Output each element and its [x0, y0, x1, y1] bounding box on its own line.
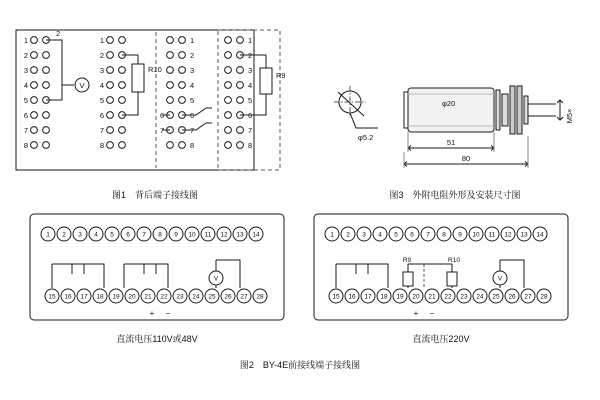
fig3-dim-51: 51	[446, 138, 456, 147]
fig1-column-2-numbers	[100, 36, 104, 150]
fig1-r9-label: R9	[276, 71, 286, 80]
svg-text:−: −	[429, 309, 435, 318]
figure-3-caption: 图3 外附电阻外形及安装尺寸图	[389, 190, 521, 200]
svg-text:1: 1	[23, 36, 28, 45]
svg-text:3: 3	[99, 66, 104, 75]
svg-text:4: 4	[248, 81, 253, 90]
figure-2-panel-right	[312, 212, 570, 322]
svg-text:26: 26	[224, 293, 232, 301]
svg-text:12: 12	[220, 231, 228, 239]
svg-text:14: 14	[536, 231, 544, 239]
svg-text:8: 8	[99, 141, 104, 150]
svg-text:7: 7	[426, 231, 430, 239]
svg-text:8: 8	[23, 141, 28, 150]
svg-text:18: 18	[96, 293, 104, 301]
svg-text:10: 10	[472, 231, 480, 239]
svg-text:2: 2	[62, 231, 66, 239]
svg-text:3: 3	[190, 66, 195, 75]
svg-text:7: 7	[248, 126, 253, 135]
svg-text:6: 6	[99, 111, 104, 120]
svg-text:16: 16	[64, 293, 72, 301]
fig1-r9	[240, 55, 272, 115]
figure-1-caption: 图1 背后端子接线图	[111, 190, 198, 200]
svg-text:28: 28	[256, 293, 264, 301]
svg-text:1: 1	[46, 231, 50, 239]
fig1-v-label: V	[79, 81, 85, 90]
svg-text:19: 19	[112, 293, 120, 301]
svg-text:6: 6	[126, 231, 130, 239]
svg-text:3: 3	[78, 231, 82, 239]
svg-text:1: 1	[330, 231, 334, 239]
svg-text:6: 6	[190, 111, 195, 120]
figure-2-panel-left	[28, 212, 286, 322]
svg-text:5: 5	[110, 231, 114, 239]
svg-text:4: 4	[378, 231, 382, 239]
panel-right-bottom-terminals	[329, 289, 551, 303]
svg-text:11: 11	[204, 231, 212, 239]
fig3-body	[408, 88, 494, 132]
panel-left-bottom-terminals	[45, 289, 267, 303]
panel-right-caption: 直流电压220V	[412, 334, 470, 344]
fig1-column-4	[225, 37, 244, 149]
svg-text:5: 5	[99, 96, 104, 105]
svg-text:19: 19	[396, 293, 404, 301]
svg-text:22: 22	[444, 293, 452, 301]
panel-right-polarity	[414, 309, 435, 318]
svg-text:4: 4	[94, 231, 98, 239]
svg-text:27: 27	[524, 293, 532, 301]
svg-text:8: 8	[190, 141, 195, 150]
fig3-dim-80: 80	[461, 154, 471, 163]
svg-text:28: 28	[540, 293, 548, 301]
svg-text:17: 17	[80, 293, 88, 301]
svg-text:6: 6	[410, 231, 414, 239]
svg-text:4: 4	[99, 81, 104, 90]
svg-text:15: 15	[48, 293, 56, 301]
svg-text:24: 24	[192, 293, 200, 301]
panel-left-wiring	[52, 260, 240, 288]
fig1-column-1-numbers	[24, 36, 28, 150]
svg-text:12: 12	[504, 231, 512, 239]
svg-text:26: 26	[508, 293, 516, 301]
fig1-column-2	[107, 37, 126, 149]
panel-right-wiring	[336, 260, 524, 288]
panel-right-v-label: V	[497, 275, 503, 283]
panel-left-caption: 直流电压110V或48V	[116, 334, 198, 344]
svg-text:27: 27	[240, 293, 248, 301]
svg-text:1: 1	[99, 36, 104, 45]
svg-text:21: 21	[144, 293, 152, 301]
svg-text:9: 9	[458, 231, 462, 239]
svg-text:2: 2	[248, 51, 253, 60]
svg-text:5: 5	[394, 231, 398, 239]
svg-text:25: 25	[492, 293, 500, 301]
svg-text:5: 5	[190, 96, 195, 105]
svg-text:3: 3	[23, 66, 28, 75]
svg-text:25: 25	[208, 293, 216, 301]
svg-text:2: 2	[23, 51, 28, 60]
svg-text:23: 23	[176, 293, 184, 301]
svg-text:3: 3	[248, 66, 253, 75]
svg-text:7: 7	[142, 231, 146, 239]
svg-text:16: 16	[348, 293, 356, 301]
fig1-col1-top-label: 2	[56, 29, 61, 38]
panel-right-top-terminals	[325, 227, 547, 241]
svg-text:13: 13	[520, 231, 528, 239]
svg-text:7: 7	[99, 126, 104, 135]
fig3-dim-m5: M5×	[565, 108, 574, 124]
panel-left-top-terminals	[41, 227, 263, 241]
fig1-column-4-numbers	[248, 36, 252, 150]
fig1-v-wiring	[46, 40, 89, 100]
svg-text:14: 14	[252, 231, 260, 239]
svg-text:3: 3	[362, 231, 366, 239]
svg-text:2: 2	[99, 51, 104, 60]
svg-text:20: 20	[128, 293, 136, 301]
svg-text:2: 2	[190, 51, 195, 60]
svg-text:6: 6	[248, 111, 253, 120]
svg-text:5: 5	[248, 96, 253, 105]
svg-text:6: 6	[23, 111, 28, 120]
svg-text:22: 22	[160, 293, 168, 301]
svg-text:23: 23	[460, 293, 468, 301]
svg-text:6: 6	[160, 111, 165, 120]
svg-text:9: 9	[174, 231, 178, 239]
fig3-dim-phi52: φ5.2	[358, 133, 374, 142]
svg-text:17: 17	[364, 293, 372, 301]
svg-text:7: 7	[190, 126, 195, 135]
svg-text:−: −	[165, 309, 171, 318]
fig1-column-3	[167, 37, 186, 149]
figure-3	[320, 70, 590, 180]
svg-text:13: 13	[236, 231, 244, 239]
svg-text:1: 1	[190, 36, 195, 45]
fig3-dim80-line	[404, 136, 528, 168]
panel-left-v-label: V	[213, 275, 219, 283]
svg-text:2: 2	[346, 231, 350, 239]
svg-text:24: 24	[476, 293, 484, 301]
fig1-r10-label: R10	[148, 65, 162, 74]
svg-text:8: 8	[442, 231, 446, 239]
panel-right-r10-label: R10	[448, 257, 460, 264]
svg-text:7: 7	[160, 126, 165, 135]
svg-text:8: 8	[248, 141, 253, 150]
figure-1	[10, 22, 300, 182]
svg-text:+: +	[413, 309, 419, 318]
fig3-dim-phi20: φ20	[442, 99, 456, 108]
fig1-column-3-numbers	[190, 36, 194, 150]
svg-text:4: 4	[23, 81, 28, 90]
svg-text:20: 20	[412, 293, 420, 301]
svg-text:18: 18	[380, 293, 388, 301]
svg-text:11: 11	[488, 231, 496, 239]
svg-text:7: 7	[23, 126, 28, 135]
svg-text:10: 10	[188, 231, 196, 239]
fig1-column-1	[31, 37, 50, 149]
figure-2-caption: 图2 BY-4E前接线端子接线图	[239, 360, 361, 370]
svg-text:5: 5	[23, 96, 28, 105]
svg-text:4: 4	[190, 81, 195, 90]
svg-text:8: 8	[158, 231, 162, 239]
svg-text:15: 15	[332, 293, 340, 301]
svg-text:+: +	[149, 309, 155, 318]
panel-left-polarity	[150, 309, 171, 318]
svg-text:21: 21	[428, 293, 436, 301]
panel-right-r9-label: R9	[402, 257, 412, 264]
svg-text:1: 1	[248, 36, 253, 45]
